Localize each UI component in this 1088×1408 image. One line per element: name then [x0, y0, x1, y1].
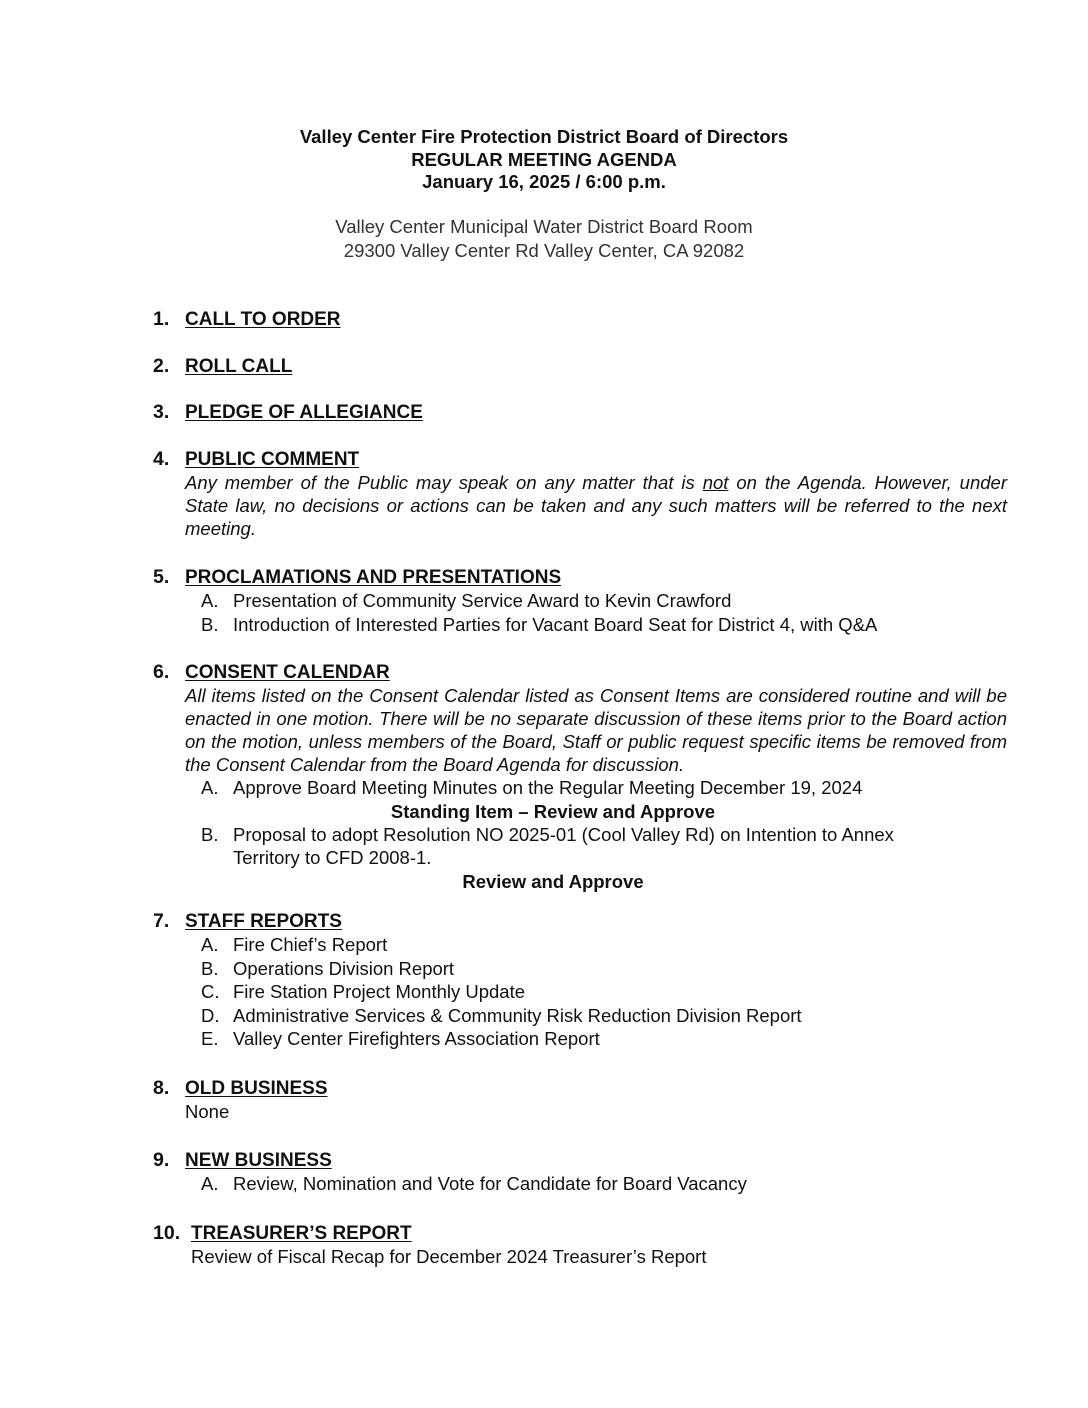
list-item	[201, 1027, 1013, 1051]
emphasis-not: not	[702, 472, 729, 493]
section-proclamations	[153, 566, 1013, 636]
agenda-subtitle: REGULAR MEETING AGENDA	[411, 148, 677, 170]
section-public-comment	[153, 448, 1013, 540]
section-call-to-order	[153, 308, 1013, 331]
section-title: STAFF REPORTS	[185, 911, 342, 932]
section-number: 7.	[153, 910, 170, 932]
item-text: Approve Board Meeting Minutes on the Regular Meeting December 19, 2024	[233, 777, 863, 798]
item-letter: A.	[201, 590, 219, 611]
item-action: Standing Item – Review and Approve	[390, 800, 716, 822]
section-roll-call	[153, 355, 1013, 378]
section-number: 10.	[153, 1222, 181, 1244]
section-number: 1.	[153, 308, 170, 330]
section-old-business	[153, 1077, 1013, 1123]
list-item	[201, 980, 1013, 1004]
list-item	[201, 776, 1013, 800]
meeting-location	[0, 215, 1088, 263]
section-title: CALL TO ORDER	[185, 309, 341, 330]
board-title: Valley Center Fire Protection District Board of Directors	[299, 126, 789, 147]
item-text: Valley Center Firefighters Association Report	[233, 1028, 600, 1049]
section-number: 6.	[153, 661, 170, 683]
text-part: on the Agenda. However, under State law, no decisions or actions can be taken and any such matters will be referred to the next meeting.	[185, 472, 1007, 539]
item-letter: A.	[201, 777, 219, 798]
list-item	[201, 613, 1013, 637]
item-letter: A.	[201, 934, 219, 955]
section-number: 9.	[153, 1149, 170, 1171]
list-item	[201, 1004, 1013, 1028]
old-business-text: None	[185, 1101, 230, 1122]
section-title: PROCLAMATIONS AND PRESENTATIONS	[185, 567, 562, 588]
location-name: Valley Center Municipal Water District Board Room	[335, 216, 753, 237]
section-number: 8.	[153, 1077, 170, 1099]
item-letter: B.	[201, 613, 219, 635]
item-text: Fire Chief’s Report	[233, 934, 388, 955]
agenda-header	[0, 126, 1088, 194]
list-item	[201, 957, 1013, 981]
item-letter: B.	[201, 823, 219, 845]
item-text: Operations Division Report	[233, 957, 455, 979]
item-letter: C.	[201, 981, 220, 1002]
section-title: NEW BUSINESS	[185, 1150, 332, 1171]
item-text: Fire Station Project Monthly Update	[233, 981, 526, 1002]
item-text: Introduction of Interested Parties for Vacant Board Seat for District 4, with Q&A	[233, 613, 878, 635]
section-title: PLEDGE OF ALLEGIANCE	[185, 402, 423, 423]
treasurers-report-text: Review of Fiscal Recap for December 2024 Treasurer’s Report	[191, 1246, 707, 1267]
section-staff-reports	[153, 910, 1013, 1051]
item-letter: E.	[201, 1028, 219, 1049]
section-title: ROLL CALL	[185, 356, 293, 377]
section-number: 5.	[153, 566, 170, 588]
section-title: OLD BUSINESS	[185, 1078, 328, 1099]
item-text: Review, Nomination and Vote for Candidate for Board Vacancy	[233, 1173, 747, 1194]
section-title: TREASURER’S REPORT	[191, 1223, 412, 1244]
section-number: 3.	[153, 401, 170, 423]
item-text: Administrative Services & Community Risk Reduction Division Report	[233, 1004, 802, 1026]
list-item	[201, 933, 1013, 957]
consent-calendar-text: All items listed on the Consent Calendar listed as Consent Items are considered routine and will be enacted in one motion. There will be no separate discussion of these items prior to the Board action on the motion, unless members of the Board, Staff or public request specific items be removed from the Consent Calendar from the Board Agenda for discussion.	[185, 685, 1007, 775]
section-new-business	[153, 1149, 1013, 1196]
section-pledge	[153, 401, 1013, 424]
section-number: 2.	[153, 355, 170, 377]
item-text: Presentation of Community Service Award to Kevin Crawford	[233, 590, 732, 611]
text-part: Any member of the Public may speak on any matter that is	[185, 472, 703, 493]
list-item	[201, 823, 1013, 870]
item-action: Review and Approve	[462, 870, 644, 892]
item-letter: D.	[201, 1004, 220, 1026]
item-text: Proposal to adopt Resolution NO 2025-01 (Cool Valley Rd) on Intention to Annex Territory to CFD 2008-1.	[233, 823, 894, 868]
list-item	[201, 589, 1013, 613]
section-title: PUBLIC COMMENT	[185, 449, 360, 470]
item-letter: B.	[201, 957, 219, 979]
item-letter: A.	[201, 1173, 219, 1194]
section-title: CONSENT CALENDAR	[185, 662, 390, 683]
section-treasurers-report	[153, 1222, 1013, 1268]
meeting-date-time: January 16, 2025 / 6:00 p.m.	[422, 171, 666, 192]
section-number: 4.	[153, 448, 170, 470]
location-address: 29300 Valley Center Rd Valley Center, CA 92082	[343, 240, 745, 261]
public-comment-text	[185, 471, 1007, 540]
list-item	[201, 1172, 1013, 1196]
section-consent-calendar	[153, 661, 1013, 893]
